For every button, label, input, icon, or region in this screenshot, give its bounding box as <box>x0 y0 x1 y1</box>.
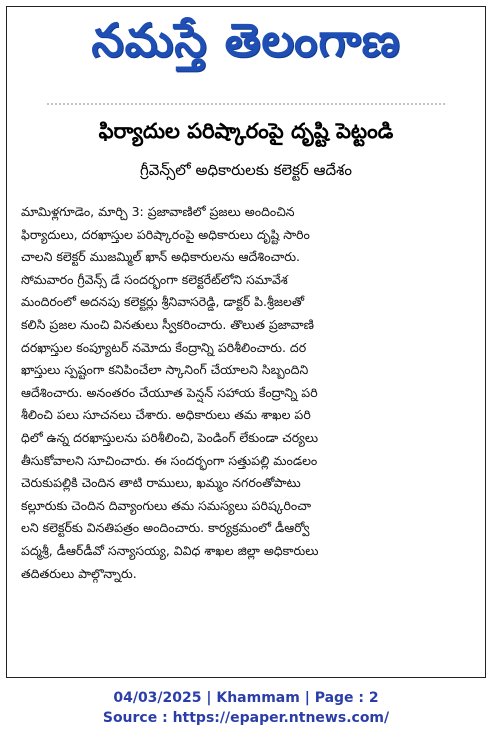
source-footer <box>0 688 492 728</box>
article-line: ఫిర్యాదులు, దరఖాస్తుల పరిష్కారంపై అధికారులు దృష్టి సారిం <box>21 226 310 242</box>
article-line: పద్మశ్రీ, డీఆర్‌డీవో సన్యాసయ్య, వివిధ శాఖల జిల్లా అధికారులు <box>21 542 319 558</box>
article-line: చాలని కలెక్టర్ ముజమ్మిల్ ఖాన్ అధికారులను ఆదేశించారు. <box>21 249 300 265</box>
article-line: ధిలో ఉన్న దరఖాస్తులను పరిశీలించి, పెండింగ్ లేకుండా చర్యలు <box>21 429 319 445</box>
cut-previous-article-fragment <box>47 103 445 113</box>
article-line: లని కలెక్టర్‌కు వినతిపత్రం అందించారు. కార్యక్రమంలో డీఆర్వో <box>21 520 310 536</box>
article-line: మామిళ్లగూడెం, మార్చి 3: ప్రజావాణిలో ప్రజలు అందించిన <box>21 204 295 219</box>
article-line: ఖాస్తులు స్పష్టంగా కనిపించేలా స్కానింగ్ చేయాలని సిబ్బందిని <box>21 362 309 378</box>
article-line: తీసుకోవాలని సూచించారు. ఈ సందర్భంగా సత్తుపల్లి మండలం <box>21 452 318 468</box>
article-line: దరఖాస్తుల కంప్యూటర్ నమోదు కేంద్రాన్ని పరిశీలించారు. దర <box>21 339 307 355</box>
article-subheadline: గ్రీవెన్స్‌లో అధికారులకు కలెక్టర్ ఆదేశం <box>140 161 352 179</box>
newspaper-clipping <box>6 6 486 678</box>
article-line: తదితరులు పాల్గొన్నారు. <box>21 565 137 581</box>
article-line: చెరుకుపల్లికి చెందిన తాటి రాములు, ఖమ్మం నగరంతోపాటు <box>21 475 301 491</box>
masthead <box>7 7 485 85</box>
article-line: కల్లూరుకు చెందిన దివ్యాంగులు తమ సమస్యలు పరిష్కరించా <box>21 497 312 513</box>
article-line: కలిసి ప్రజల నుంచి వినతులు స్వీకరించారు. తొలుత ప్రజావాణి <box>21 316 314 332</box>
article-headline: ఫిర్యాదుల పరిష్కారంపై దృష్టి పెట్టండి <box>98 119 394 143</box>
article-line: శీలించి పలు సూచనలు చేశారు. అధికారులు తమ శాఖల పరి <box>21 407 311 423</box>
article-line: సోమవారం గ్రీవెన్స్ డే సందర్భంగా కలెక్టరేట్‌లోని సమావేశ <box>21 271 288 287</box>
article-line: మందిరంలో అదనపు కలెక్టర్లు శ్రీనివాసరెడ్డి, డాక్టర్ పి.శ్రీజలతో <box>21 294 305 310</box>
source-link[interactable]: Source : https://epaper.ntnews.com/ <box>102 710 390 726</box>
newspaper-logo: నమస్తే తెలంగాణ <box>91 13 401 67</box>
article-line: ఆదేశించారు. అనంతరం చేయూత పెన్షన్ సహాయ కేంద్రాన్ని పరి <box>21 384 318 400</box>
article-body <box>21 201 471 585</box>
edition-info: 04/03/2025 | Khammam | Page : 2 <box>113 690 379 706</box>
